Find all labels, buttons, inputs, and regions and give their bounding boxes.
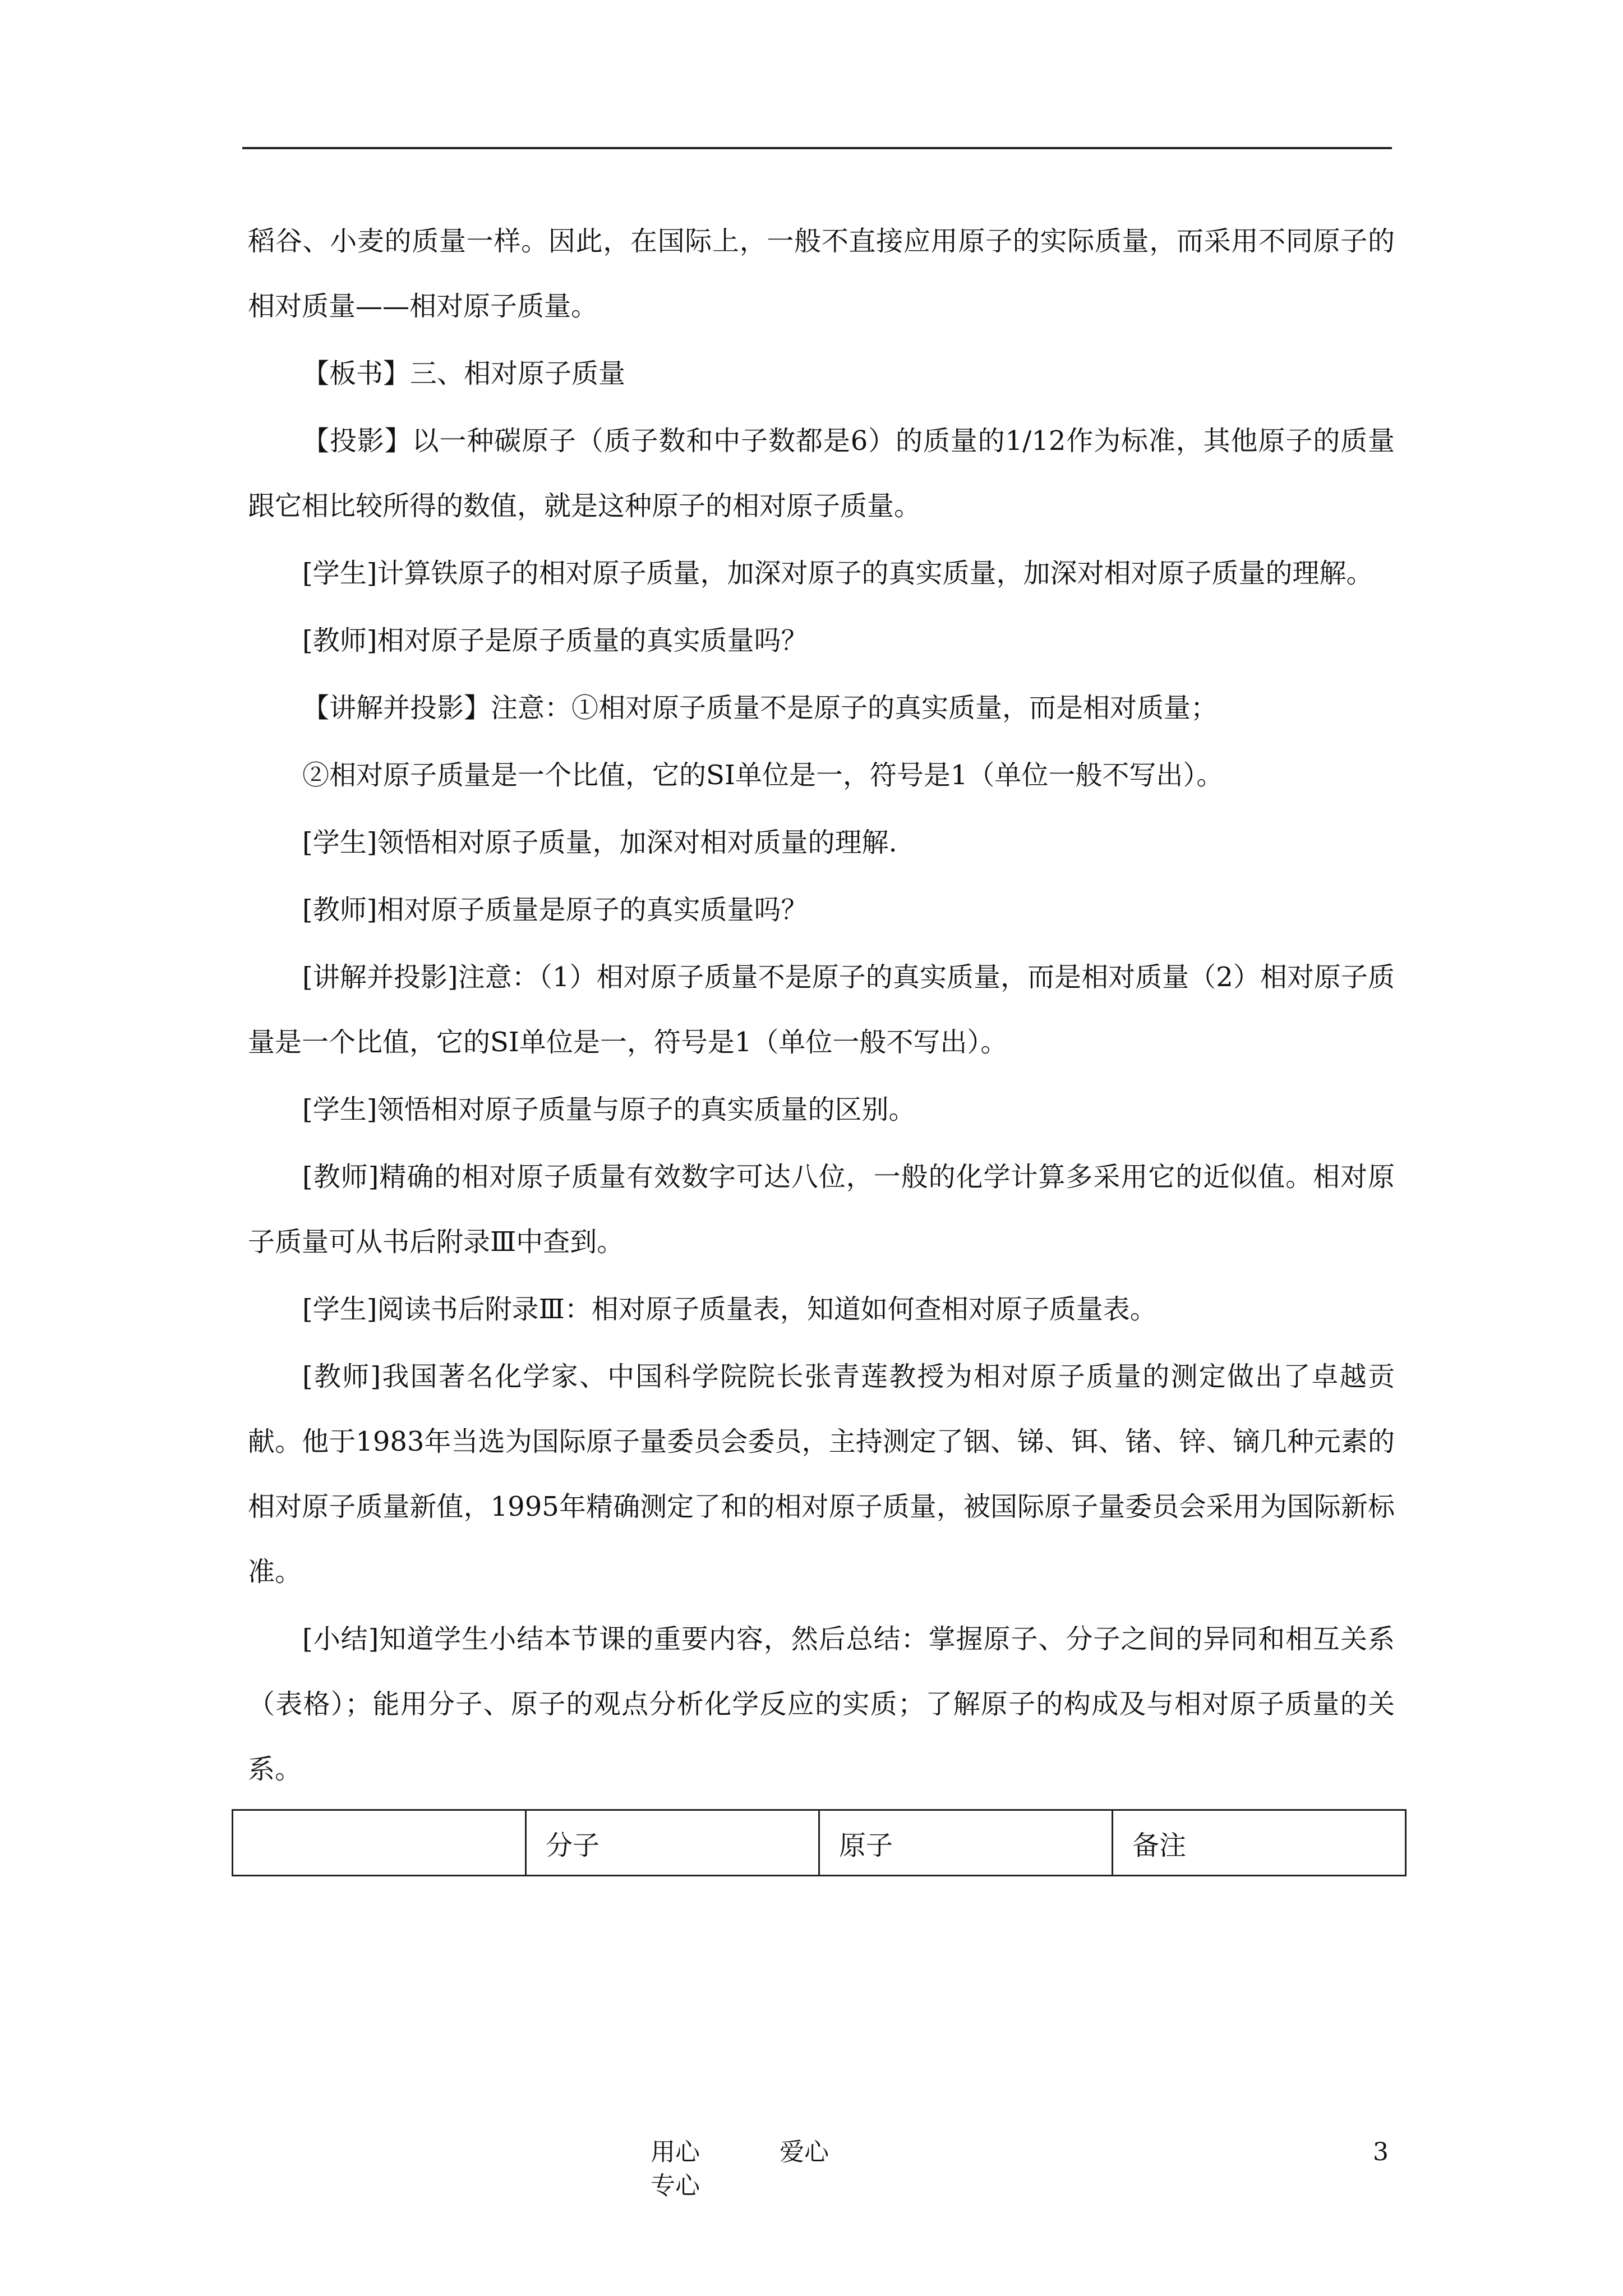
- footer-motto: [651, 2136, 953, 2203]
- table-header-molecule: 分子: [526, 1810, 819, 1876]
- paragraph: [小结]知道学生小结本节课的重要内容，然后总结：掌握原子、分子之间的异同和相互关系（表格）；能用分子、原子的观点分析化学反应的实质；了解原子的构成及与相对原子质量的关系。: [248, 1623, 1395, 1785]
- table-header-blank: [233, 1810, 526, 1876]
- paragraph: [讲解并投影]注意：（1）相对原子质量不是原子的真实质量，而是相对质量（2）相对原子质量是一个比值，它的SI单位是一，符号是1（单位一般不写出）。: [248, 961, 1395, 1058]
- header-rule: [242, 147, 1392, 149]
- footer-item: 用心: [651, 2138, 700, 2166]
- paragraph: [教师]精确的相对原子质量有效数字可达八位，一般的化学计算多采用它的近似值。相对原子质量可从书后附录Ⅲ中查到。: [248, 1161, 1395, 1258]
- paragraph: 【讲解并投影】注意：①相对原子质量不是原子的真实质量，而是相对质量；: [302, 692, 1218, 724]
- paragraph: 【板书】三、相对原子质量: [302, 358, 626, 389]
- footer-item: 爱心: [780, 2138, 829, 2166]
- paragraph: [学生]计算铁原子的相对原子质量，加深对原子的真实质量，加深对相对原子质量的理解。: [302, 558, 1373, 589]
- paragraph: 稻谷、小麦的质量一样。因此，在国际上，一般不直接应用原子的实际质量，而采用不同原子的相对质量——相对原子质量。: [248, 226, 1395, 322]
- table-header-row: [233, 1810, 1406, 1876]
- paragraph: [教师]相对原子是原子质量的真实质量吗？: [302, 625, 808, 656]
- table-header-notes: 备注: [1113, 1810, 1406, 1876]
- table-header-atom: 原子: [819, 1810, 1113, 1876]
- comparison-table: [232, 1809, 1407, 1876]
- paragraph: [学生]领悟相对原子质量与原子的真实质量的区别。: [302, 1094, 916, 1125]
- document-body: [248, 209, 1395, 1802]
- paragraph: [教师]相对原子质量是原子的真实质量吗？: [302, 894, 808, 926]
- footer-item: 专心: [651, 2171, 700, 2200]
- page-number: 3: [1373, 2138, 1389, 2166]
- paragraph: ②相对原子质量是一个比值，它的SI单位是一，符号是1（单位一般不写出）。: [302, 760, 1224, 791]
- paragraph: [教师]我国著名化学家、中国科学院院长张青莲教授为相对原子质量的测定做出了卓越贡献。他于1983年当选为国际原子量委员会委员，主持测定了铟、锑、铒、锗、锌、镝几种元素的相对原子质量新值，1995年精确测定了和的相对原子质量，被国际原子量委员会采用为国际新标准。: [248, 1361, 1395, 1588]
- paragraph: 【投影】以一种碳原子（质子数和中子数都是6）的质量的1/12作为标准，其他原子的质量跟它相比较所得的数值，就是这种原子的相对原子质量。: [248, 425, 1395, 522]
- paragraph: [学生]领悟相对原子质量，加深对相对质量的理解.: [302, 827, 897, 858]
- paragraph: [学生]阅读书后附录Ⅲ：相对原子质量表，知道如何查相对原子质量表。: [302, 1294, 1157, 1325]
